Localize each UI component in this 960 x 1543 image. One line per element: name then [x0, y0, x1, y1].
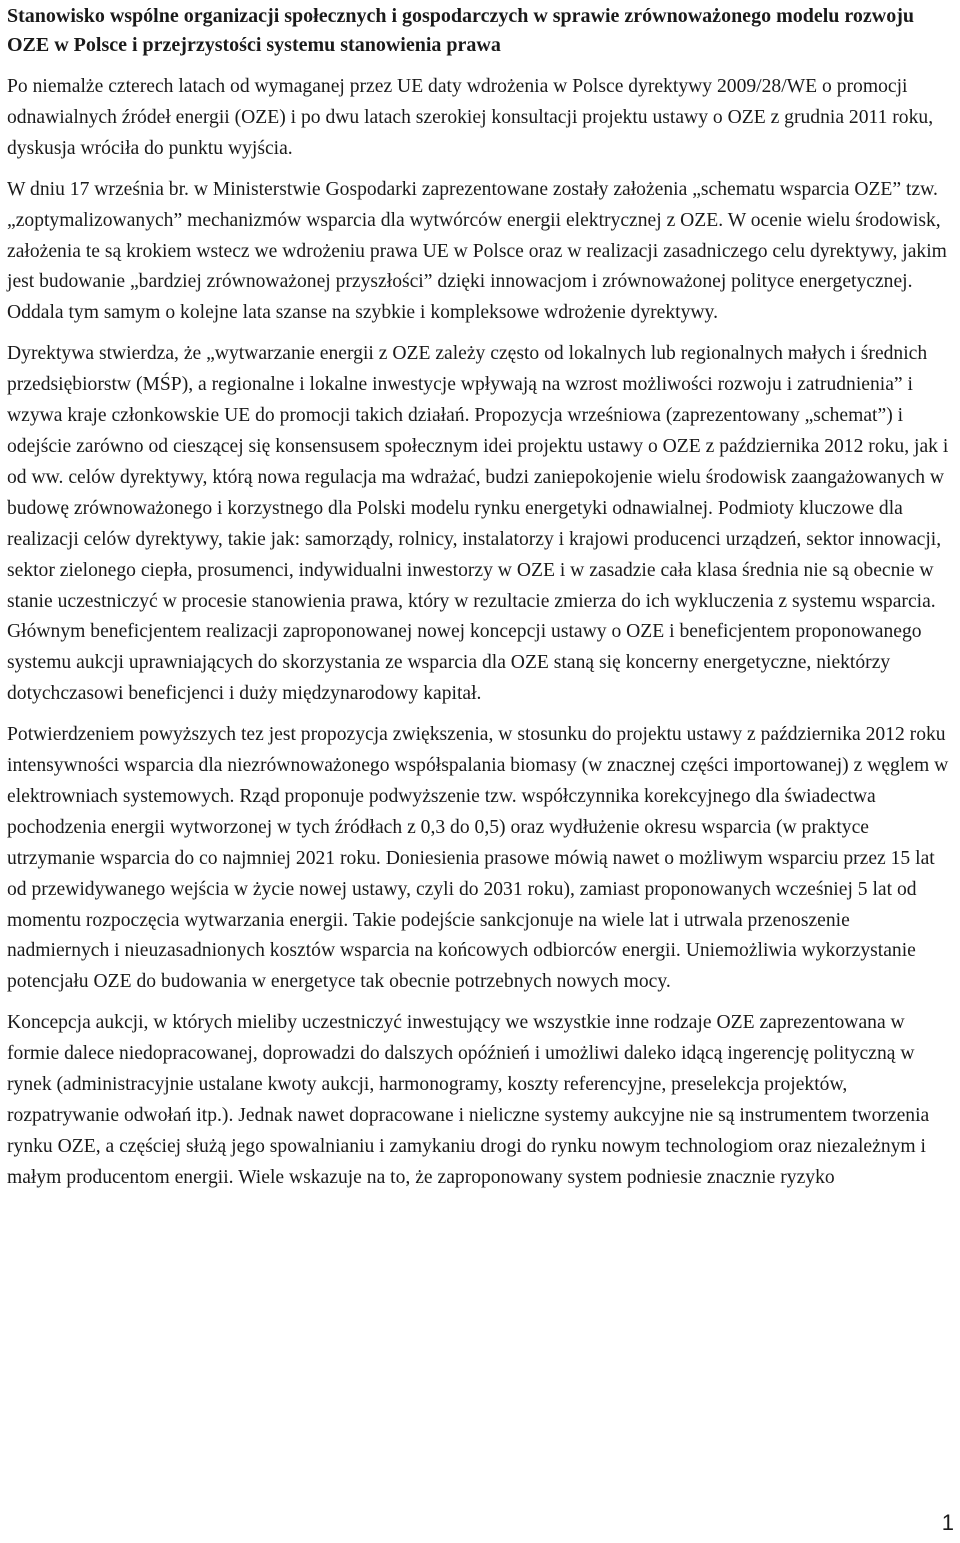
sentence: Podmioty kluczowe dla realizacji celów dyrektywy, takie jak: samorządy, rolnicy, instalatorzy i krajowi producenci urządzeń, sektor innowacji, sektor zielonego ciepła, prosumenci, indywidualni inwestorzy w OZE i w zasadzie cała klasa średnia nie są obecnie w stanie uczestniczyć w procesie stanowienia prawa, który w rezultacie zmierza do ich wykluczenia z systemu wsparcia.: [7, 497, 942, 612]
paragraph-4: [7, 720, 955, 998]
sentence: Wiele wskazuje na to, że zaproponowany system podniesie znacznie ryzyko: [233, 1166, 835, 1188]
sentence: W dniu 17 września br. w Ministerstwie Gospodarki zaprezentowane zostały założenia „schematu wsparcia OZE” tzw. „zoptymalizowanych” mechanizmów wsparcia dla wytwórców energii elektrycznej z OZE.: [7, 178, 938, 231]
sentence: Głównym beneficjentem realizacji zaproponowanej nowej koncepcji ustawy o OZE i beneficjentem proponowanego systemu aukcji uprawniających do skorzystania ze wsparcia dla OZE staną się koncerny energetyczne, niektórzy dotychczasowi beneficjenci i duży międzynarodowy kapitał.: [7, 621, 922, 705]
sentence: Propozycja wrześniowa (zaprezentowany „schemat”) i odejście zarówno od cieszącej się konsensusem społecznym idei projektu ustawy o OZE z października 2012 roku, jak i od ww. celów dyrektywy, którą nowa regulacja ma wdrażać, budzi zaniepokojenie wielu środowisk zaangażowanych w budowę zrównoważonego i korzystnego dla Polski modelu rynku energetyki odnawialnej.: [7, 405, 949, 519]
sentence: Jednak nawet dopracowane i nieliczne systemy aukcyjne nie są instrumentem tworzenia rynku OZE, a częściej służą jego spowalnianiu i zamykaniu drogi do rynku nowym technologiom oraz niezależnym i małym producentom energii.: [7, 1105, 930, 1188]
sentence: Oddala tym samym o kolejne lata szanse na szybkie i kompleksowe wdrożenie dyrektywy.: [7, 302, 718, 324]
sentence: Dyrektywa stwierdza, że „wytwarzanie energii z OZE zależy często od lokalnych lub regionalnych małych i średnich przedsiębiorstw (MŚP), a regionalne i lokalne inwestycje wpływają na wzrost możliwości rozwoju i zatrudnienia” i wzywa kraje członkowskie UE do promocji takich działań.: [7, 343, 928, 427]
paragraph-1: [7, 72, 955, 165]
sentence: Koncepcja aukcji, w których mieliby uczestniczyć inwestujący we wszystkie inne rodzaje OZE zaprezentowana w formie dalece niedopracowanej, doprowadzi do dalszych opóźnień i umożliwi daleko idącą ingerencję polityczną w rynek (administracyjnie ustalane kwoty aukcji, harmonogramy, koszty referencyjne, preselekcja projektów, rozpatrywanie odwołań itp.).: [7, 1012, 915, 1126]
document-title: Stanowisko wspólne organizacji społecznych i gospodarczych w sprawie zrównoważonego modelu rozwoju OZE w Polsce i przejrzystości systemu stanowienia prawa: [7, 5, 915, 56]
sentence: Rząd proponuje podwyższenie tzw. współczynnika korekcyjnego dla świadectwa pochodzenia energii wytworzonej w tych źródłach z 0,3 do 0,5) oraz wydłużenie okresu wsparcia (w praktyce utrzymanie wsparcia do co najmniej 2021 roku.: [7, 785, 876, 869]
sentence: Takie podejście sankcjonuje na wiele lat i utrwala przenoszenie nadmiernych i nieuzasadnionych kosztów wsparcia na końcowych odbiorców energii.: [7, 909, 850, 962]
paragraph-5: [7, 1008, 955, 1193]
sentence: W ocenie wielu środowisk, założenia te są krokiem wstecz we wdrożeniu prawa UE w Polsce oraz w realizacji zasadniczego celu dyrektywy, jakim jest budowanie „bardziej zrównoważonej przyszłości” dzięki innowacjom i zrównoważonej polityce energetycznej.: [7, 209, 947, 293]
sentence: Po niemalże czterech latach od wymaganej przez UE daty wdrożenia w Polsce dyrektywy 2009/28/WE o promocji odnawialnych źródeł energii (OZE) i po dwu latach szerokiej konsultacji projektu ustawy o OZE z grudnia 2011 roku, dyskusja wróciła do punktu wyjścia.: [7, 76, 934, 159]
page-number: 1: [941, 1510, 954, 1535]
sentence: Potwierdzeniem powyższych tez jest propozycja zwiększenia, w stosunku do projektu ustawy z października 2012 roku intensywności wsparcia dla niezrównoważonego współspalania biomasy (w znacznej części importowanej) z węglem w elektrowniach systemowych.: [7, 724, 949, 807]
paragraph-2: [7, 175, 955, 330]
sentence: Uniemożliwia wykorzystanie potencjału OZE do budowania w energetyce tak obecnie potrzebnych nowych mocy.: [7, 940, 916, 993]
document-body: [7, 2, 955, 1204]
sentence: Doniesienia prasowe mówią nawet o możliwym wsparciu przez 15 lat od przewidywanego wejścia w życie nowej ustawy, czyli do 2031 roku), zamiast proponowanych wcześniej 5 lat od momentu rozpoczęcia wytwarzania energii.: [7, 847, 935, 931]
paragraph-3: [7, 339, 955, 710]
